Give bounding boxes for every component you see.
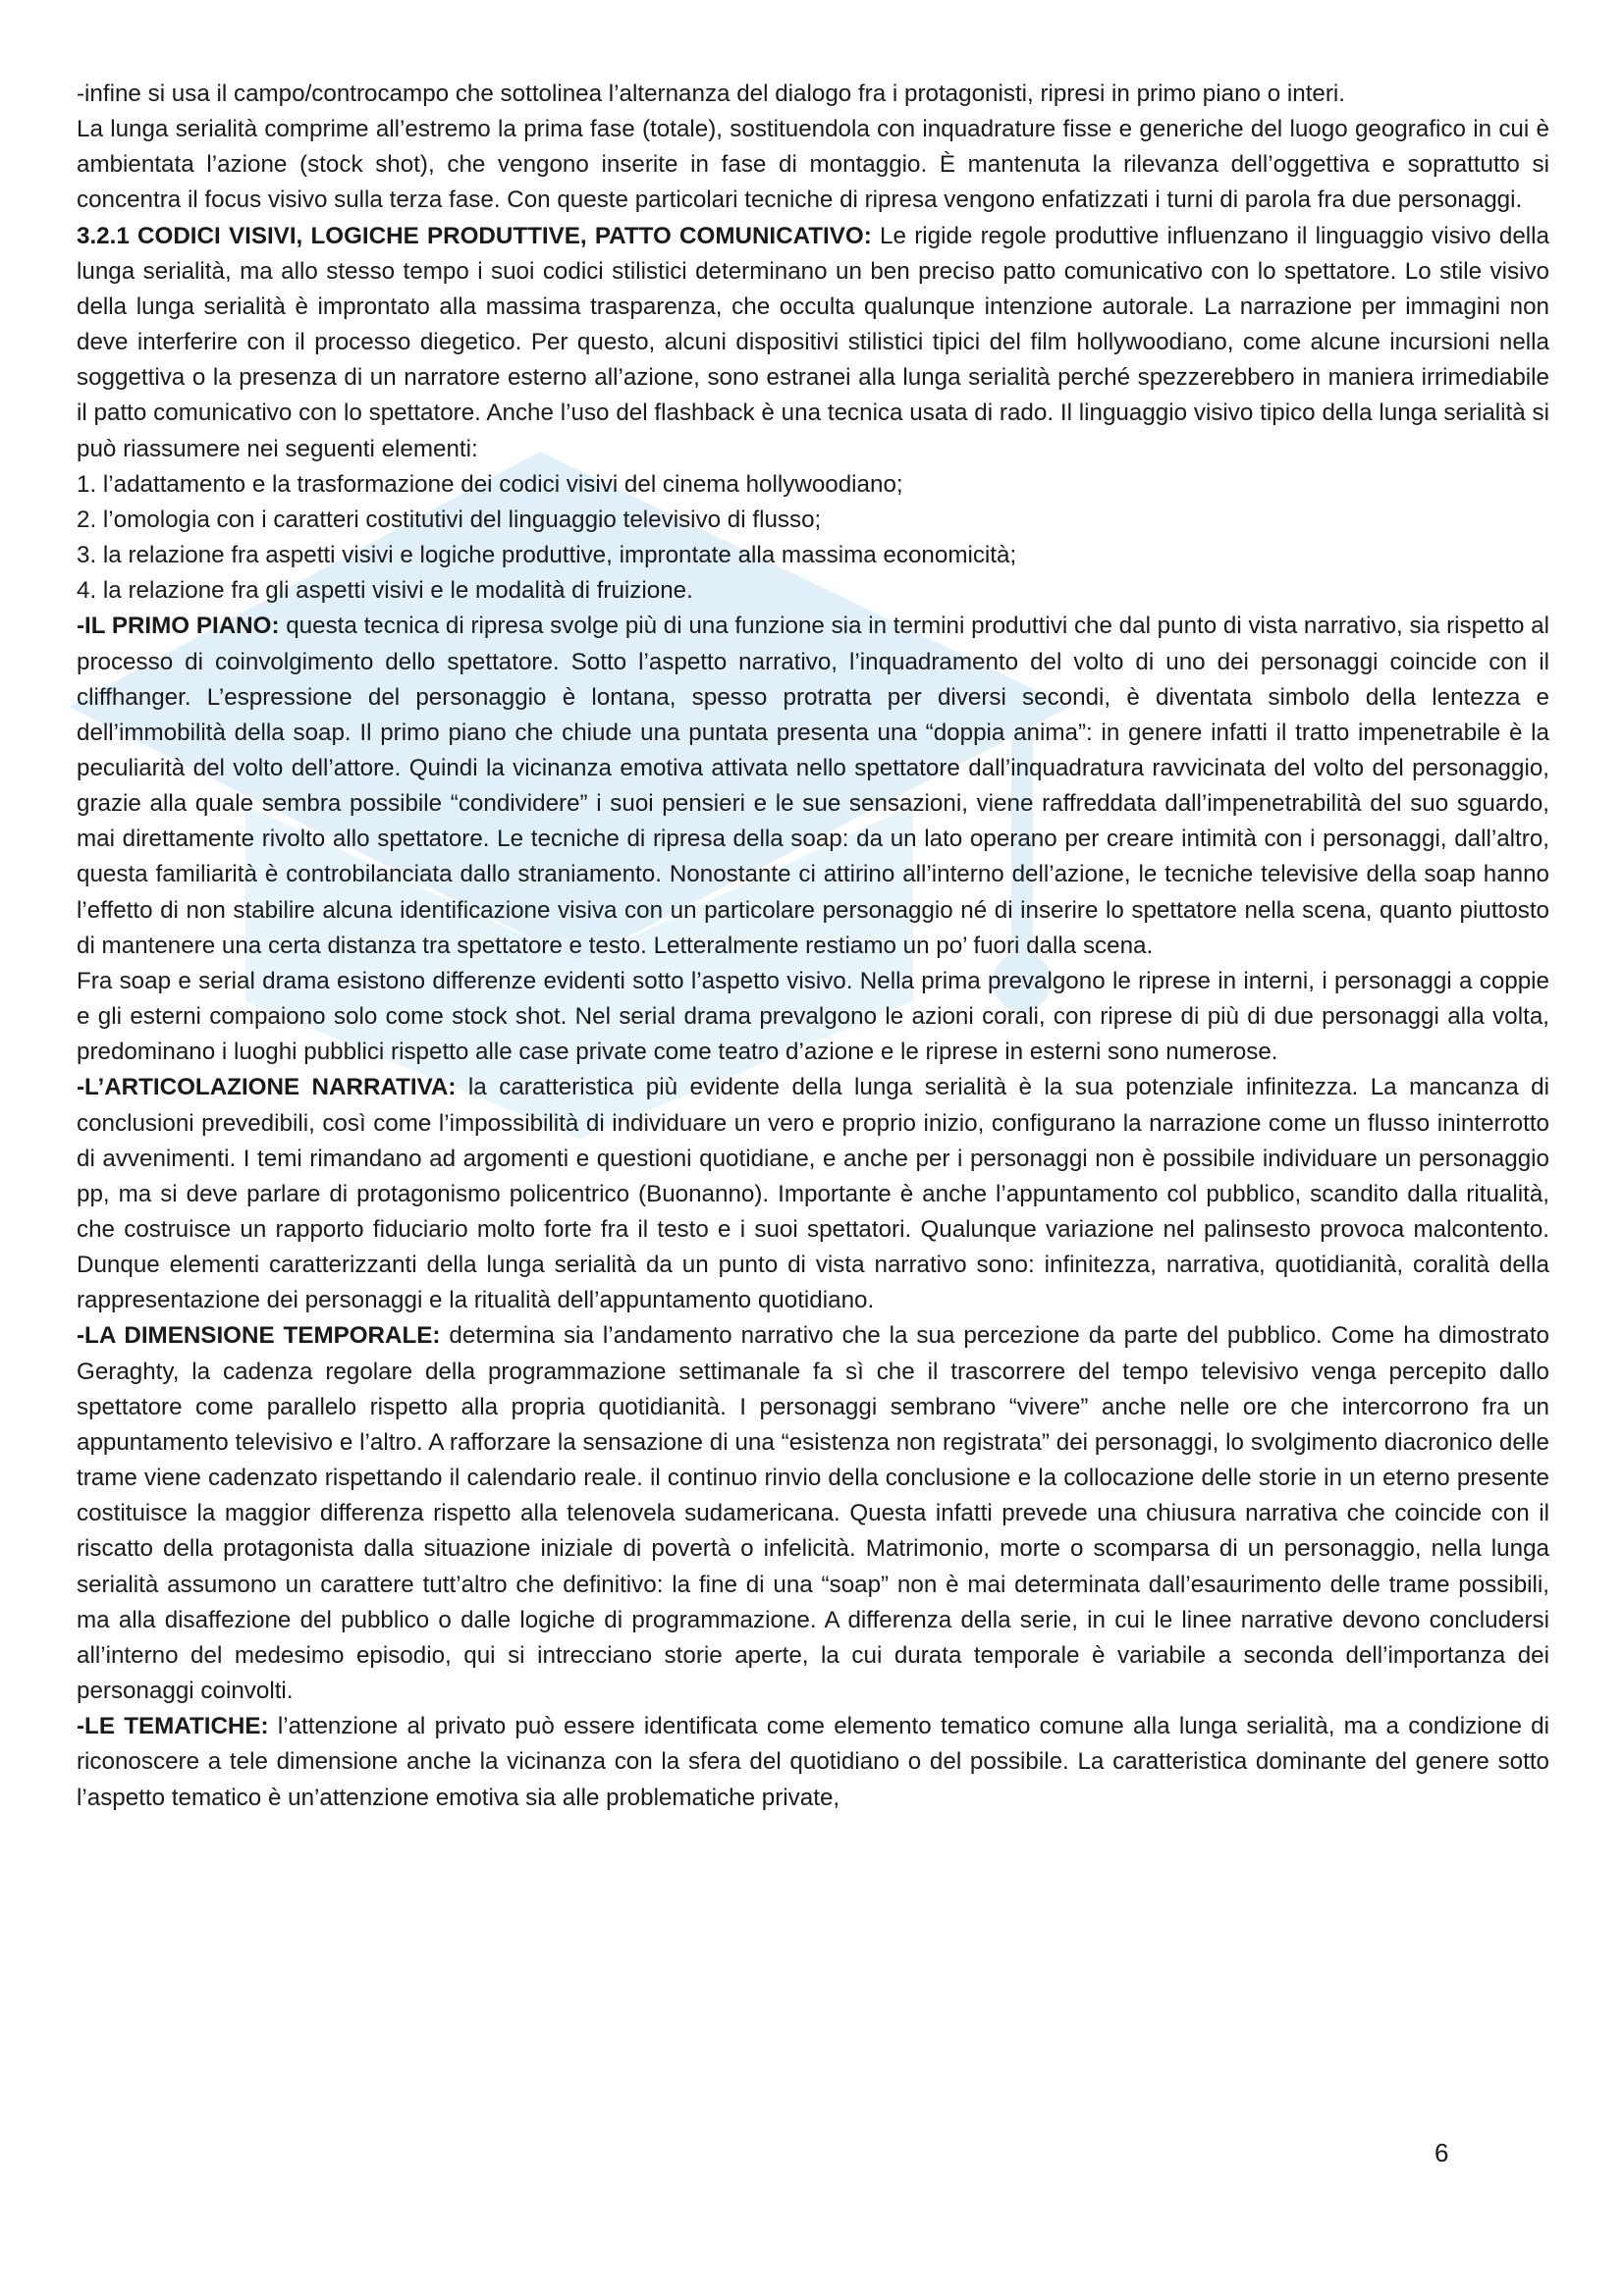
paragraph	[77, 77, 1549, 112]
section-heading: -LA DIMENSIONE TEMPORALE:	[77, 1322, 441, 1350]
paragraph-text: 4. la relazione fra gli aspetti visivi e le modalità di fruizione.	[77, 577, 693, 605]
paragraph	[77, 1709, 1549, 1815]
paragraph	[77, 1318, 1549, 1709]
page-number: 6	[1435, 2138, 1449, 2167]
list-item	[77, 573, 1549, 609]
paragraph	[77, 112, 1549, 218]
paragraph-text: questa tecnica di ripresa svolge più di una funzione sia in termini produttivi che dal punto di vista narrativo, sia rispetto al processo di coinvolgimento dello spettatore. Sotto l’aspetto narrativo, l’inquadramento del volto di uno dei personaggi coincide con il cliffhanger. L’espressione del personaggio è lontana, spesso protratta per diversi secondi, è diventata simbolo della lentezza e dell’immobilità della soap. Il primo piano che chiude una puntata presenta una “doppia anima”: in genere infatti il tratto impenetrabile è la peculiarità del volto dell’attore. Quindi la vicinanza emotiva attivata nello spettatore dall’inquadratura ravvicinata del volto del personaggio, grazie alla quale sembra possibile “condividere” i suoi pensieri e le sue sensazioni, viene raffreddata dall’impenetrabilità del suo sguardo, mai direttamente rivolto allo spettatore. Le tecniche di ripresa della soap: da un lato operano per creare intimità con i personaggi, dall’altro, questa familiarità è controbilanciata dallo straniamento. Nonostante ci attirino all’interno dell’azione, le tecniche televisive della soap hanno l’effetto di non stabilire alcuna identificazione visiva con un particolare personaggio né di inserire lo spettatore nella scena, quanto piuttosto di mantenere una certa distanza tra spettatore e testo. Letteralmente restiamo un po’ fuori dalla scena.	[77, 613, 1549, 959]
paragraph-text: 3. la relazione fra aspetti visivi e logiche produttive, improntate alla massima economicità;	[77, 542, 1017, 569]
paragraph-text: -infine si usa il campo/controcampo che sottolinea l’alternanza del dialogo fra i protagonisti, ripresi in primo piano o interi.	[77, 80, 1346, 107]
section-heading: -IL PRIMO PIANO:	[77, 613, 280, 640]
section-heading: 3.2.1 CODICI VISIVI, LOGICHE PRODUTTIVE, PATTO COMUNICATIVO:	[77, 222, 872, 249]
list-item	[77, 467, 1549, 503]
paragraph-text: determina sia l’andamento narrativo che la sua percezione da parte del pubblico. Come ha dimostrato Geraghty, la cadenza regolare della programmazione settimanale fa sì che il trascorrere del tempo televisivo venga percepito dallo spettatore come parallelo rispetto alla propria quotidianità. I personaggi sembrano “vivere” anche nelle ore che intercorrono fra un appuntamento televisivo e l’altro. A rafforzare la sensazione di una “esistenza non registrata” dei personaggi, lo svolgimento diacronico delle trame viene cadenzato rispettando il calendario reale. il continuo rinvio della conclusione e la collocazione delle storie in un eterno presente costituisce la maggior differenza rispetto alla telenovela sudamericana. Questa infatti prevede una chiusura narrativa che coincide con il riscatto della protagonista dalla situazione iniziale di povertà o infelicità. Matrimonio, morte o scomparsa di un personaggio, nella lunga serialità assumono un carattere tutt’altro che definitivo: la fine di una “soap” non è mai determinata dall’esaurimento delle trame possibili, ma alla disaffezione del pubblico o dalle logiche di programmazione. A differenza della serie, in cui le linee narrative devono concludersi all’interno del medesimo episodio, qui si intrecciano storie aperte, la cui durata temporale è variabile a seconda dell’importanza dei personaggi coinvolti.	[77, 1322, 1549, 1705]
paragraph-text: Le rigide regole produttive influenzano il linguaggio visivo della lunga serialità, ma allo stesso tempo i suoi codici stilistici determinano un ben preciso patto comunicativo con lo spettatore. Lo stile visivo della lunga serialità è improntato alla massima trasparenza, che occulta qualunque intenzione autorale. La narrazione per immagini non deve interferire con il processo diegetico. Per questo, alcuni dispositivi stilistici tipici del film hollywoodiano, come alcune incursioni nella soggettiva o la presenza di un narratore esterno all’azione, sono estranei alla lunga serialità perché spezzerebbero in maniera irrimediabile il patto comunicativo con lo spettatore. Anche l’uso del flashback è una tecnica usata di rado. Il linguaggio visivo tipico della lunga serialità si può riassumere nei seguenti elementi:	[77, 222, 1549, 462]
paragraph-text: 1. l’adattamento e la trasformazione dei codici visivi del cinema hollywoodiano;	[77, 470, 903, 498]
list-item	[77, 503, 1549, 538]
list-item	[77, 538, 1549, 573]
paragraph	[77, 609, 1549, 964]
paragraph	[77, 219, 1549, 467]
paragraph	[77, 1070, 1549, 1318]
section-heading: -L’ARTICOLAZIONE NARRATIVA:	[77, 1074, 457, 1101]
paragraph-text: l’attenzione al privato può essere identificata come elemento tematico comune alla lunga serialità, ma a condizione di riconoscere a tele dimensione anche la vicinanza con la sfera del quotidiano o del possibile. La caratteristica dominante del genere sotto l’aspetto tematico è un’attenzione emotiva sia alle problematiche private,	[77, 1713, 1549, 1811]
paragraph	[77, 964, 1549, 1070]
paragraph-text: la caratteristica più evidente della lunga serialità è la sua potenziale infinitezza. La mancanza di conclusioni prevedibili, così come l’impossibilità di individuare un vero e proprio inizio, configurano la narrazione come un flusso ininterrotto di avvenimenti. I temi rimandano ad argomenti e questioni quotidiane, e anche per i personaggi non è possibile individuare un personaggio pp, ma si deve parlare di protagonismo policentrico (Buonanno). Importante è anche l’appuntamento col pubblico, scandito dalla ritualità, che costruisce un rapporto fiduciario molto forte fra il testo e i suoi spettatori. Qualunque variazione nel palinsesto provoca malcontento. Dunque elementi caratterizzanti della lunga serialità da un punto di vista narrativo sono: infinitezza, narrativa, quotidianità, coralità della rappresentazione dei personaggi e la ritualità dell’appuntamento quotidiano.	[77, 1074, 1549, 1314]
section-heading: -LE TEMATICHE:	[77, 1713, 269, 1740]
paragraph-text: 2. l’omologia con i caratteri costitutivi del linguaggio televisivo di flusso;	[77, 506, 822, 533]
paragraph-text: La lunga serialità comprime all’estremo la prima fase (totale), sostituendola con inquadrature fisse e generiche del luogo geografico in cui è ambientata l’azione (stock shot), che vengono inserite in fase di montaggio. È mantenuta la rilevanza dell’oggettiva e soprattutto si concentra il focus visivo sulla terza fase. Con queste particolari tecniche di ripresa vengono enfatizzati i turni di parola fra due personaggi.	[77, 116, 1549, 214]
document-body	[77, 77, 1549, 1816]
paragraph-text: Fra soap e serial drama esistono differenze evidenti sotto l’aspetto visivo. Nella prima prevalgono le riprese in interni, i personaggi a coppie e gli esterni compaiono solo come stock shot. Nel serial drama prevalgono le azioni corali, con riprese di più di due personaggi alla volta, predominano i luoghi pubblici rispetto alle case private come teatro d’azione e le riprese in esterni sono numerose.	[77, 967, 1549, 1066]
